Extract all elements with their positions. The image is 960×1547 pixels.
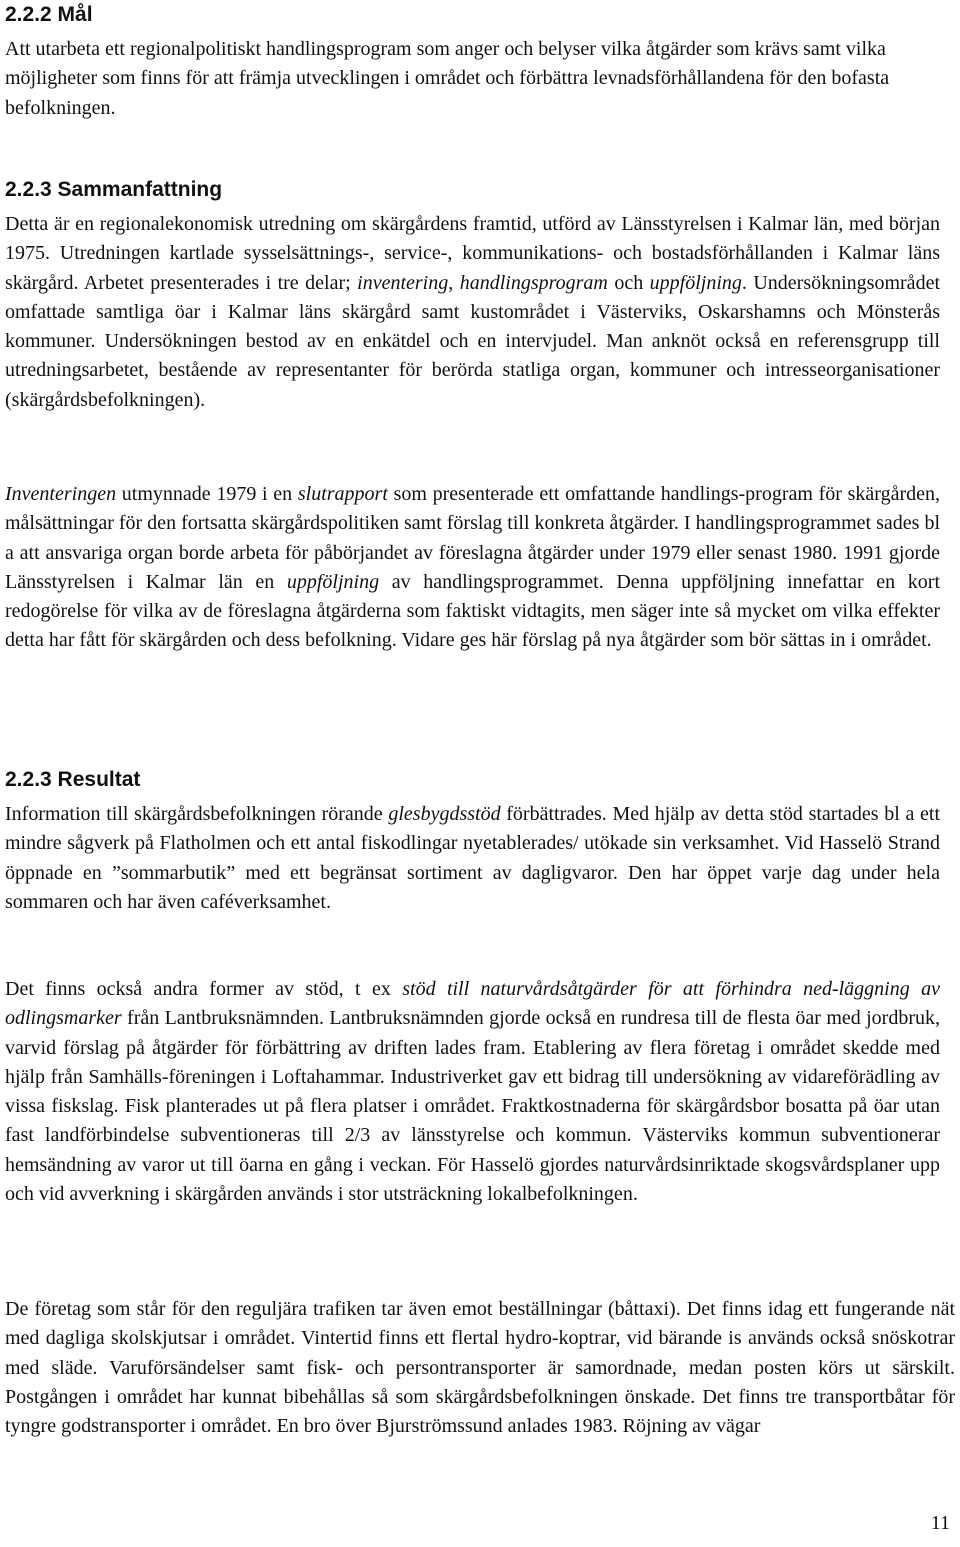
paragraph-text: av handlingsprogrammet. Denna uppföljning innefattar en kort redogörelse för vilka av de föreslagna åtgärderna som faktiskt vidtagits, men säger inte så mycket om vilka effekter detta har fått för skärgården och dess befolkning. Vidare ges här förslag på nya åtgärder som bör sättas in i området.: [5, 570, 940, 652]
paragraph-text: Det finns också andra former av stöd, t ex: [5, 978, 403, 1000]
paragraph-text: och: [607, 271, 650, 294]
emphasis-uppfoljning: uppföljning: [649, 271, 742, 294]
emphasis-naturvardsatgarder: stöd till naturvårdsåtgärder för att förhindra ned-läggning av odlingsmarker: [5, 978, 940, 1030]
paragraph-text: som presenterade ett omfattande handlings-program för skärgården, målsättningar för den fortsatta skärgårdspolitiken samt förslag till konkreta åtgärder. I handlingsprogrammet sades bl a att ansvariga organ borde arbeta för påbörjandet av föreslagna åtgärder under 1979 eller senast 1980. 1991 gjorde Länsstyrelsen i Kalmar län en: [5, 483, 940, 593]
paragraph-text: förbättrades. Med hjälp av detta stöd startades bl a ett mindre sågverk på Flatholmen och ett antal fiskodlingar nyetablerades/ utökade sin verksamhet. Vid Hasselö Strand öppnade en ”sommarbutik” med ett begränsat sortiment av dagligvaror. Den har öppet varje dag under hela sommaren och har även caféverksamhet.: [5, 803, 941, 913]
paragraph-text: . Undersökningsområdet omfattade samtliga öar i Kalmar läns skärgård samt kustområdet i Västerviks, Oskarshamns och Mönsterås kommuner. Undersökningen bestod av en enkätdel och en intervjudel. Man anknöt också en referensgrupp till utredningsarbetet, bestående av representanter för berörda statliga organ, kommuner och intresseorganisationer (skärgårdsbefolkningen).: [5, 271, 940, 411]
paragraph-resultat-1: [5, 800, 940, 917]
emphasis-handlingsprogram: handlingsprogram: [459, 271, 608, 294]
paragraph-sammanfattning-1: [5, 210, 940, 415]
section-heading-mal: 2.2.2 Mål: [5, 3, 93, 26]
section-heading-resultat: 2.2.3 Resultat: [5, 768, 141, 791]
paragraph-resultat-3: De företag som står för den reguljära trafiken tar även emot beställningar (båttaxi). Det finns idag ett fungerande nät med dagliga skolskjutsar i området. Vintertid finns ett flertal hydro-koptrar, vid bärande is används också snöskotrar med släde. Varuförsändelser samt fisk- och persontransporter är samordnade, medan posten körs ut särskilt. Postgången i området har kunnat bibehållas så som skärgårdsbefolkningen önskade. Det finns tre transportbåtar för tyngre godstransporter i området. En bro över Bjurströmssund anlades 1983. Röjning av vägar: [5, 1298, 955, 1438]
paragraph-resultat-2: [5, 975, 940, 1209]
paragraph-text: utmynnade 1979 i en: [116, 483, 298, 505]
emphasis-glesbygdsstod: glesbygdsstöd: [388, 803, 501, 825]
emphasis-inventeringen: Inventeringen: [5, 483, 117, 505]
emphasis-inventering: inventering: [357, 271, 449, 294]
paragraph-text: från Lantbruksnämnden. Lantbruksnämnden gjorde också en rundresa till de flesta öar med jordbruk, varvid förslag på åtgärder för förbättring av driften lades fram. Etablering av flera företag i området skedde med hjälp från Samhälls-föreningen i Loftahammar. Industriverket gav ett bidrag till undersökning av vidareförädling av vissa fiskslag. Fisk planterades ut på flera platser i området. Fraktkostnaderna för skärgårdsbor bosatta på öar utan fast landförbindelse subventioneras till 2/3 av länsstyrelse och kommun. Västerviks kommun subventionerar hemsändning av varor ut till öarna en gång i veckan. För Hasselö gjordes naturvårdsinriktade skogsvårdsplaner upp och vid avverkning i skärgården används i stor utsträckning lokalbefolkningen.: [5, 1007, 940, 1206]
paragraph-text: ,: [448, 271, 460, 294]
paragraph-mal: Att utarbeta ett regionalpolitiskt handlingsprogram som anger och belyser vilka åtgärder som krävs samt vilka möjligheter som finns för att främja utvecklingen i området och förbättra levnadsförhållandena för den bofasta befolkningen.: [5, 38, 890, 119]
paragraph-sammanfattning-2: [5, 480, 940, 656]
emphasis-uppfoljning: uppföljning: [286, 570, 380, 593]
section-heading-sammanfattning: 2.2.3 Sammanfattning: [5, 178, 223, 201]
emphasis-slutrapport: slutrapport: [297, 483, 388, 505]
page-number: 11: [930, 1512, 950, 1534]
paragraph-text: Information till skärgårdsbefolkningen rörande: [5, 803, 389, 825]
paragraph-text: Detta är en regionalekonomisk utredning om skärgårdens framtid, utförd av Länsstyrelsen i Kalmar län, med början 1975. Utredningen kartlade sysselsättnings-, service-, kommunikations- och bostadsförhållanden i Kalmar läns skärgård. Arbetet presenterades i tre delar;: [5, 213, 940, 294]
